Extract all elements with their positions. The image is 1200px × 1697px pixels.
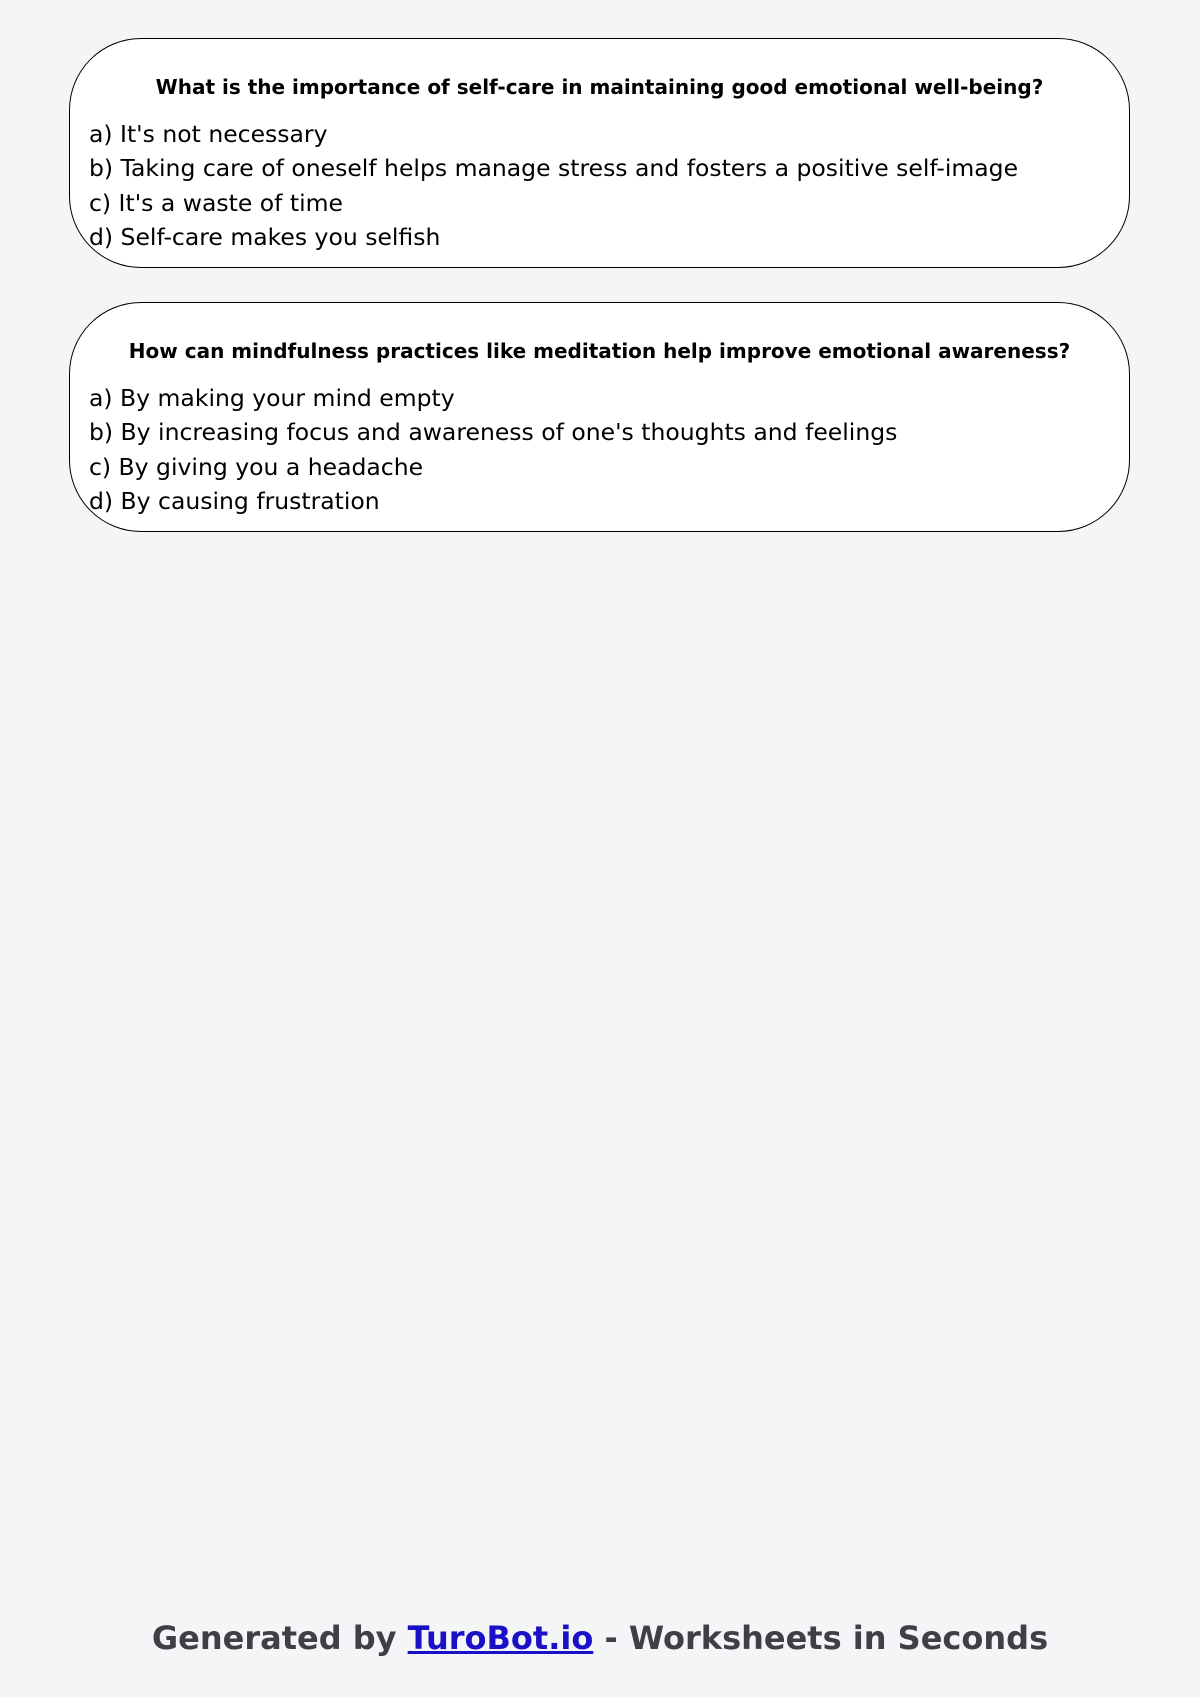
turobot-link[interactable]: TuroBot.io bbox=[407, 1619, 594, 1657]
question-text: How can mindfulness practices like meditation help improve emotional awareness? bbox=[128, 339, 1071, 363]
option-d: d) Self-care makes you selfish bbox=[89, 222, 441, 251]
options-list bbox=[89, 117, 1018, 254]
option-d: d) By causing frustration bbox=[89, 486, 380, 515]
footer bbox=[0, 1616, 1200, 1660]
option-c: c) It's a waste of time bbox=[89, 188, 343, 217]
footer-prefix: Generated by bbox=[151, 1619, 408, 1657]
options-list bbox=[89, 381, 897, 518]
option-b: b) By increasing focus and awareness of one's thoughts and feelings bbox=[89, 418, 898, 447]
option-c: c) By giving you a headache bbox=[89, 452, 424, 481]
question-card-1 bbox=[69, 38, 1130, 268]
option-a: a) It's not necessary bbox=[89, 120, 328, 148]
question-text: What is the importance of self-care in maintaining good emotional well-being? bbox=[155, 75, 1044, 99]
footer-suffix: - Worksheets in Seconds bbox=[593, 1619, 1049, 1657]
option-b: b) Taking care of oneself helps manage stress and fosters a positive self-image bbox=[89, 154, 1019, 183]
question-card-2 bbox=[69, 302, 1130, 532]
option-a: a) By making your mind empty bbox=[89, 384, 455, 412]
